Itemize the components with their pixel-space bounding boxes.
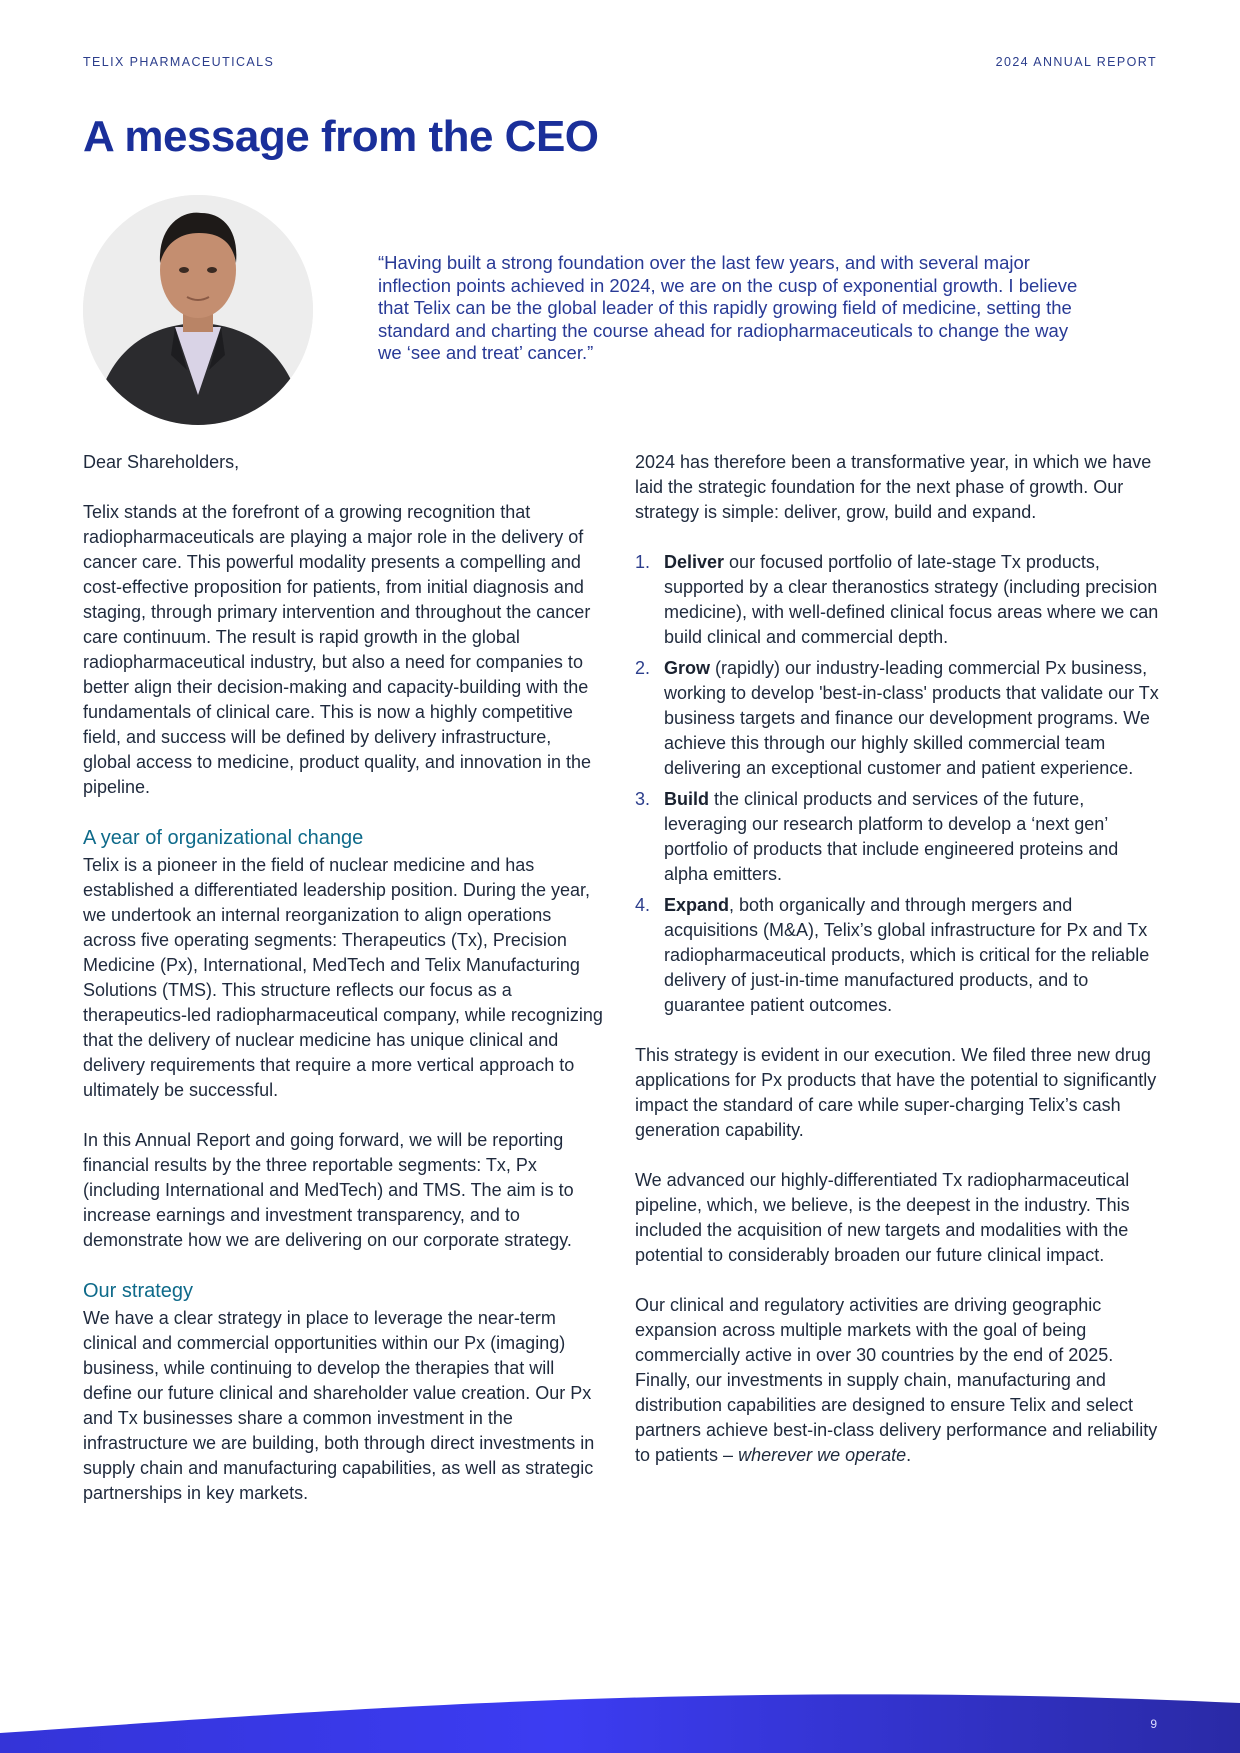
list-number: 2. xyxy=(635,658,651,678)
ceo-quote: “Having built a strong foundation over the last few years, and with several major inflection points achieved in 2024, we are on the cusp of exponential growth. I believe that Telix can be the global leader of this rapidly growing field of medicine, setting the standard and charting the course ahead for radiopharmaceuticals to change the way we ‘see and treat’ cancer.” xyxy=(378,252,1078,363)
list-number: 4. xyxy=(635,895,651,915)
list-item xyxy=(635,550,1160,650)
list-text: , both organically and through mergers and acquisitions (M&A), Telix’s global infrastructure for Px and Tx radiopharmaceutical products, which is critical for the reliable delivery of just-in-time manufactured products, and to guarantee patient outcomes. xyxy=(664,895,1150,1015)
list-number: 3. xyxy=(635,789,651,809)
list-keyword: Build xyxy=(664,789,709,809)
expansion-text: Our clinical and regulatory activities are driving geographic expansion across multiple markets with the goal of being commercially active in over 30 countries by the end of 2025. Finally, our investments in supply chain, manufacturing and distribution capabilities are designed to ensure Telix and select partners achieve best-in-class delivery performance and reliability to patients – xyxy=(635,1295,1158,1465)
left-column xyxy=(83,450,603,1531)
expansion-paragraph xyxy=(635,1293,1160,1468)
list-text: the clinical products and services of the future, leveraging our research platform to develop a ‘next gen’ portfolio of products that include engineered proteins and alpha emitters. xyxy=(664,789,1119,884)
right-column xyxy=(635,450,1160,1493)
header-company: TELIX PHARMACEUTICALS xyxy=(83,55,275,69)
intro-paragraph: Telix stands at the forefront of a growing recognition that radiopharmaceuticals are playing a major role in the delivery of cancer care. This powerful modality presents a compelling and cost-effective proposition for patients, from initial diagnosis and staging, through primary intervention and throughout the cancer care continuum. The result is rapid growth in the global radiopharmaceutical industry, but also a need for companies to better align their decision-making and capacity-building with the fundamentals of clinical care. This is now a highly competitive field, and success will be defined by delivery infrastructure, global access to medicine, product quality, and innovation in the pipeline. xyxy=(83,502,591,797)
page-title: A message from the CEO xyxy=(83,112,599,161)
list-keyword: Deliver xyxy=(664,552,725,572)
header-report-title: 2024 ANNUAL REPORT xyxy=(995,55,1157,69)
list-item xyxy=(635,893,1160,1018)
execution-paragraph: This strategy is evident in our execution. We filed three new drug applications for Px products that have the potential to significantly impact the standard of care while super-charging Telix’s cash generation capability. xyxy=(635,1045,1157,1140)
list-keyword: Grow xyxy=(664,658,711,678)
strategy-list xyxy=(635,550,1160,1018)
section-heading-our-strategy: Our strategy xyxy=(83,1280,194,1302)
list-item xyxy=(635,656,1160,781)
list-number: 1. xyxy=(635,552,651,572)
list-keyword: Expand xyxy=(664,895,730,915)
expansion-emphasis: wherever we operate xyxy=(738,1445,907,1465)
organizational-change-paragraph-2: In this Annual Report and going forward, we will be reporting financial results by the three reportable segments: Tx, Px (including International and MedTech) and TMS. The aim is to increase earnings and investment transparency, and to demonstrate how we are delivering on our corporate strategy. xyxy=(83,1130,574,1250)
list-text: our focused portfolio of late-stage Tx products, supported by a clear theranostics strategy (including precision medicine), with well-defined clinical focus areas where we can build clinical and commercial depth. xyxy=(664,552,1159,647)
list-item xyxy=(635,787,1160,887)
section-heading-organizational-change: A year of organizational change xyxy=(83,827,364,849)
organizational-change-paragraph-1: Telix is a pioneer in the field of nuclear medicine and has established a differentiated leadership position. During the year, we undertook an internal reorganization to align operations across five operating segments: Therapeutics (Tx), Precision Medicine (Px), International, MedTech and Telix Manufacturing Solutions (TMS). This structure reflects our focus as a therapeutics-led radiopharmaceutical company, while recognizing that the delivery of nuclear medicine has unique clinical and delivery requirements that require a more vertical approach to ultimately be successful. xyxy=(83,855,603,1100)
page-number: 9 xyxy=(1150,1717,1157,1731)
ceo-portrait xyxy=(83,195,313,425)
pipeline-paragraph: We advanced our highly-differentiated Tx radiopharmaceutical pipeline, which, we believe, is the deepest in the industry. This included the acquisition of new targets and modalities with the potential to considerably broaden our future clinical impact. xyxy=(635,1170,1130,1265)
right-intro-paragraph: 2024 has therefore been a transformative year, in which we have laid the strategic foundation for the next phase of growth. Our strategy is simple: deliver, grow, build and expand. xyxy=(635,452,1152,522)
our-strategy-paragraph: We have a clear strategy in place to leverage the near-term clinical and commercial opportunities within our Px (imaging) business, while continuing to develop the therapies that will define our future clinical and shareholder value creation. Our Px and Tx businesses share a common investment in the infrastructure we are building, both through direct investments in supply chain and manufacturing capabilities, as well as strategic partnerships in key markets. xyxy=(83,1308,595,1503)
expansion-end: . xyxy=(906,1445,912,1465)
list-text: (rapidly) our industry-leading commercial Px business, working to develop 'best-in-class' products that validate our Tx business targets and finance our development programs. We achieve this through our highly skilled commercial team delivering an exceptional customer and patient experience. xyxy=(664,658,1159,778)
salutation: Dear Shareholders, xyxy=(83,452,240,472)
footer-wave-graphic xyxy=(0,1683,1240,1753)
